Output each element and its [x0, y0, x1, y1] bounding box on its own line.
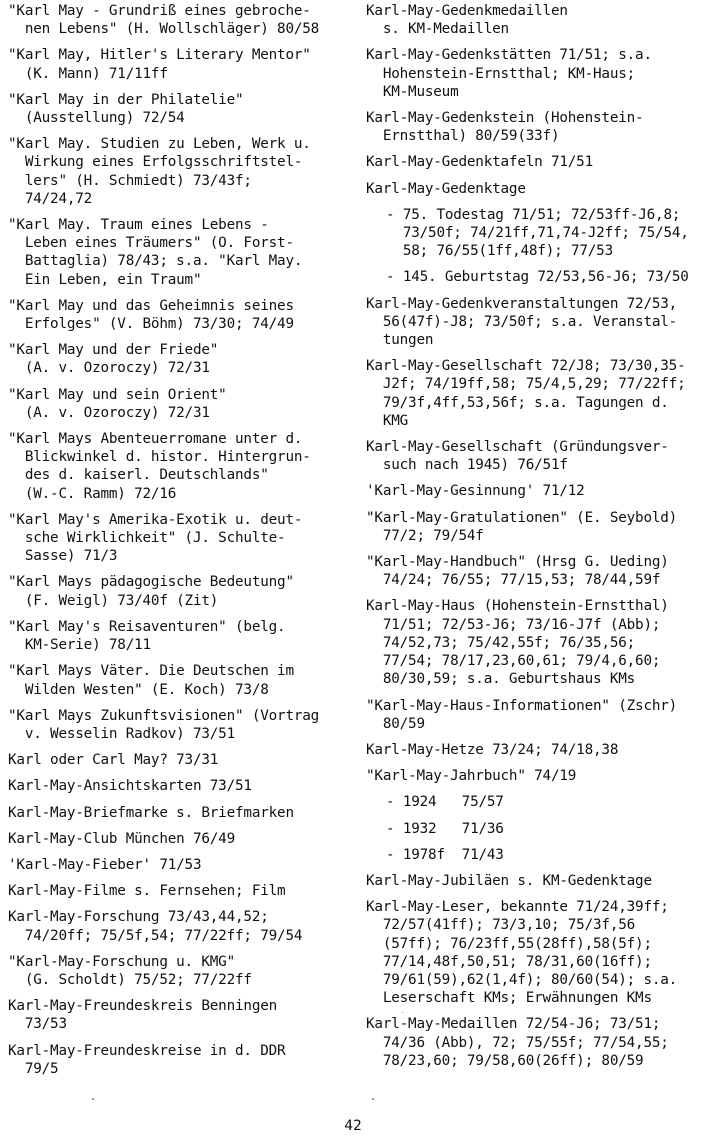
- index-entry: "Karl-May-Handbuch" (Hrsg G. Ueding) 74/24; 76/55; 77/15,53; 78/44,59f: [366, 554, 669, 589]
- index-entry: Karl-May-Gesellschaft 72/J8; 73/30,35- J2f; 74/19ff,58; 75/4,5,29; 77/22ff; 79/3f,4ff,53,56f; s.a. Tagungen d. KMG: [366, 358, 686, 429]
- index-subentry: - 145. Geburtstag 72/53,56-J6; 73/50: [386, 269, 689, 286]
- index-entry: "Karl May's Reisaventuren" (belg. KM-Serie) 78/11: [8, 618, 286, 654]
- index-entry: Karl-May-Freundeskreis Benningen 73/53: [8, 998, 278, 1033]
- index-entry: "Karl May in der Philatelie" (Ausstellung) 72/54: [8, 91, 244, 127]
- index-entry: Karl-May-Medaillen 72/54-J6; 73/51; 74/36 (Abb), 72; 75/55f; 77/54,55; 78/23,60; 79/58,60(26ff); 80/59: [366, 1016, 669, 1069]
- index-entry: Karl-May-Filme s. Fernsehen; Film: [8, 883, 286, 900]
- index-entry: Karl-May-Freundeskreise in d. DDR 79/5: [8, 1042, 286, 1077]
- index-entry: "Karl Mays Zukunftsvisionen" (Vortrag v. Wesselin Radkov) 73/51: [8, 707, 320, 742]
- index-entry: Karl-May-Briefmarke s. Briefmarken: [8, 804, 294, 821]
- index-entry: "Karl Mays Väter. Die Deutschen im Wilden Westen" (E. Koch) 73/8: [8, 663, 294, 698]
- index-entry: Karl-May-Ansichtskarten 73/51: [8, 778, 252, 795]
- index-entry: Karl-May-Club München 76/49: [8, 830, 236, 847]
- index-subentry: - 75. Todestag 71/51; 72/53ff-J6,8; 73/50f; 74/21ff,71,74-J2ff; 75/54, 58; 76/55(1ff,48f); 77/53: [386, 206, 689, 260]
- index-subentry: - 1932 71/36: [386, 820, 504, 837]
- index-entry: Karl-May-Gedenktage: [366, 180, 526, 197]
- scan-speck: [372, 1098, 374, 1100]
- index-entry: Karl oder Carl May? 73/31: [8, 752, 219, 769]
- index-entry: Karl-May-Gedenkmedaillen s. KM-Medaillen: [366, 3, 568, 38]
- scan-speck: [92, 1098, 94, 1100]
- index-entry: "Karl May und das Geheimnis seines Erfolges" (V. Böhm) 73/30; 74/49: [8, 297, 294, 333]
- index-entry: "Karl May. Traum eines Lebens - Leben eines Träumers" (O. Forst- Battaglia) 78/43; s.a. "Karl May. Ein Leben, ein Traum": [8, 217, 303, 288]
- index-entry: "Karl May's Amerika-Exotik u. deut- sche Wirklichkeit" (J. Schulte- Sasse) 71/3: [8, 511, 303, 565]
- index-subentry: - 1924 75/57: [386, 794, 504, 811]
- index-entry: Karl-May-Gedenkstein (Hohenstein- Ernstthal) 80/59(33f): [366, 110, 644, 145]
- index-entry: "Karl May, Hitler's Literary Mentor" (K. Mann) 71/11ff: [8, 47, 311, 82]
- index-entry: "Karl May. Studien zu Leben, Werk u. Wirkung eines Erfolgsschriftstel- lers" (H. Schmiedt) 73/43f; 74/24,72: [8, 136, 311, 207]
- index-entry: 'Karl-May-Gesinnung' 71/12: [366, 483, 585, 500]
- index-entry: Karl-May-Gedenktafeln 71/51: [366, 154, 594, 171]
- index-entry: "Karl May und sein Orient" (A. v. Ozoroczy) 72/31: [8, 386, 227, 421]
- index-entry: Karl-May-Forschung 73/43,44,52; 74/20ff; 75/5f,54; 77/22ff; 79/54: [8, 909, 303, 944]
- index-entry: 'Karl-May-Fieber' 71/53: [8, 856, 202, 873]
- index-entry: "Karl-May-Forschung u. KMG" (G. Scholdt) 75/52; 77/22ff: [8, 953, 252, 988]
- left-column: [8, 2, 348, 1086]
- index-entry: "Karl-May-Gratulationen" (E. Seybold) 77/2; 79/54f: [366, 509, 678, 544]
- index-entry: Karl-May-Leser, bekannte 71/24,39ff; 72/57(41ff); 73/3,10; 75/3f,56 (57ff); 76/23ff,55(28ff),58(5f); 77/14,48f,50,51; 78/31,60(16ff); 79/61(59),62(1,4f); 80/60(54); s.a. Leserschaft KMs; Erwähnungen KMs: [366, 899, 678, 1007]
- index-entry: "Karl May und der Friede" (A. v. Ozoroczy) 72/31: [8, 342, 219, 377]
- right-column: [366, 2, 704, 1078]
- index-subentry: - 1978f 71/43: [386, 846, 504, 863]
- index-entry: Karl-May-Gedenkveranstaltungen 72/53, 56(47f)-J8; 73/50f; s.a. Veranstal- tungen: [366, 295, 678, 349]
- index-entry: Karl-May-Jubiläen s. KM-Gedenktage: [366, 872, 652, 889]
- index-entry: "Karl Mays pädagogische Bedeutung" (F. Weigl) 73/40f (Zit): [8, 574, 294, 609]
- page-number: 42: [344, 1118, 362, 1134]
- index-entry: "Karl-May-Jahrbuch" 74/19: [366, 768, 577, 785]
- index-entry: Karl-May-Gesellschaft (Gründungsver- such nach 1945) 76/51f: [366, 439, 669, 474]
- index-entry: Karl-May-Hetze 73/24; 74/18,38: [366, 741, 619, 758]
- index-entry: "Karl-May-Haus-Informationen" (Zschr) 80/59: [366, 697, 678, 732]
- scan-speck: [402, 1012, 403, 1013]
- index-entry: Karl-May-Gedenkstätten 71/51; s.a. Hohenstein-Ernstthal; KM-Haus; KM-Museum: [366, 47, 652, 100]
- index-entry: "Karl May - Grundriß eines gebroche- nen Lebens" (H. Wollschläger) 80/58: [8, 3, 320, 38]
- index-entry: Karl-May-Haus (Hohenstein-Ernstthal) 71/51; 72/53-J6; 73/16-J7f (Abb); 74/52,73; 75/42,55f; 76/35,56; 77/54; 78/17,23,60,61; 79/4,6,60; 80/30,59; s.a. Geburtshaus KMs: [366, 598, 669, 688]
- index-entry: "Karl Mays Abenteuerromane unter d. Blickwinkel d. histor. Hintergrun- des d. kaiserl. Deutschlands" (W.-C. Ramm) 72/16: [8, 431, 311, 502]
